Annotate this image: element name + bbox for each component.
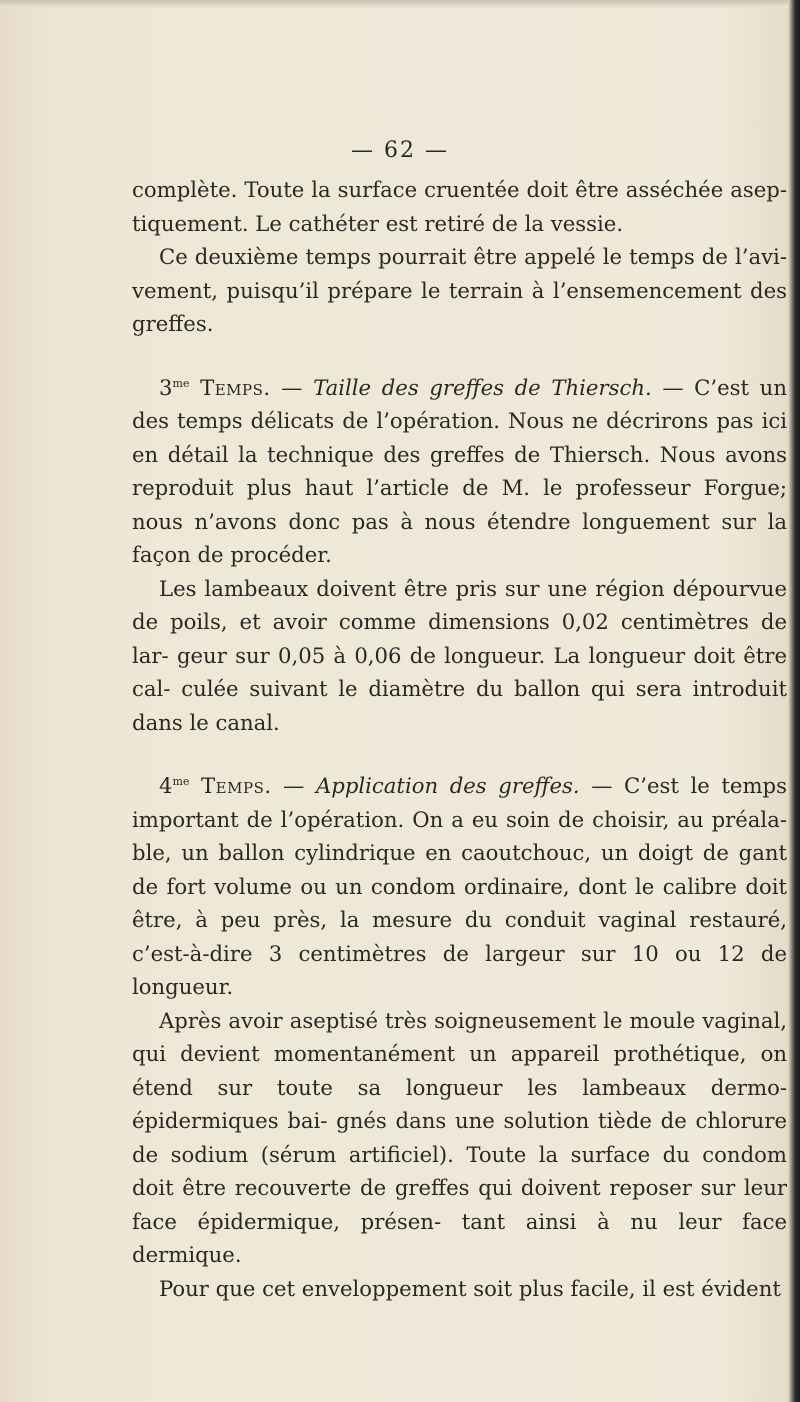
section-title: Taille des greffes de Thiersch.	[313, 374, 652, 400]
paragraph-6: Après avoir aseptisé très soigneusement le moule vaginal, qui devient momentanément un appareil prothétique, on étend sur toute sa longueur les lambeaux dermo-épidermiques bai- gnés dans une solution tiède de chlorure de sodium (sérum artificiel). Toute la surface du condom doit être recouverte de greffes qui doivent reposer sur leur face épidermique, présen- tant ainsi à nu leur face dermique.	[132, 1007, 787, 1267]
paragraph-1: complète. Toute la surface cruentée doit être asséchée asep- tiquement. Le cathéter est retiré de la vessie.	[132, 177, 787, 236]
page-binding-edge	[788, 0, 800, 1402]
section-number: 4	[159, 773, 173, 798]
section-body: — C’est un des temps délicats de l’opération. Nous ne décrirons pas ici en détail la technique des greffes de Thiersch. Nous avons reproduit plus haut l’article de M. le professeur Forgue; nous n’avons donc pas à nous étendre longuement sur la façon de procéder.	[132, 374, 787, 567]
section-heading: Temps.	[200, 374, 271, 400]
section-number: 3	[159, 374, 173, 400]
section-body: — C’est le temps important de l’opération. On a eu soin de choisir, au préala- ble, un ballon cylindrique en caoutchouc, un doigt de gant de fort volume ou un condom ordinaire, dont le calibre doit être, à peu près, la mesure du conduit vaginal restauré, c’est-à-dire 3 centimètres de largeur sur 10 ou 12 de longueur.	[132, 773, 787, 999]
ordinal-suffix: me	[172, 376, 190, 390]
paragraph-3	[132, 371, 787, 572]
paragraph-4: Les lambeaux doivent être pris sur une région dépourvue de poils, et avoir comme dimensions 0,02 centimètres de lar- geur sur 0,05 à 0,06 de longueur. La longueur doit être cal- culée suivant le diamètre du ballon qui sera introduit dans le canal.	[132, 575, 787, 735]
section-title: Application des greffes.	[315, 773, 580, 798]
paragraph-7: Pour que cet enveloppement soit plus facile, il est évident	[159, 1275, 781, 1301]
paragraph-5	[132, 769, 787, 1004]
paragraph-2: Ce deuxième temps pourrait être appelé le temps de l’avi- vement, puisqu’il prépare le terrain à l’ensemencement des greffes.	[132, 244, 787, 336]
page-top-edge	[0, 0, 800, 8]
dash: —	[270, 374, 314, 400]
ordinal-suffix: me	[172, 775, 190, 788]
body-text	[132, 173, 787, 1305]
section-heading: Temps.	[201, 773, 272, 798]
page-number: — 62 —	[351, 138, 449, 163]
dash: —	[271, 773, 316, 798]
